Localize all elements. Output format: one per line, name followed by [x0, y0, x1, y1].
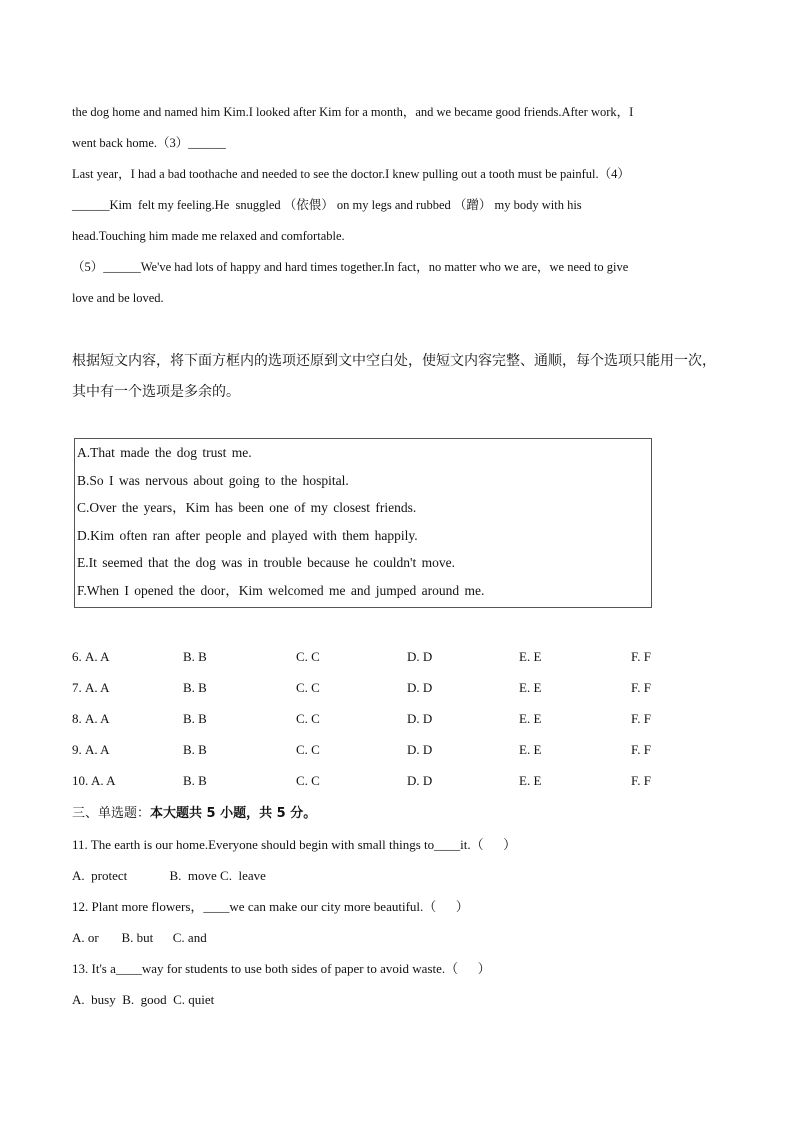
- section-heading: [72, 798, 316, 829]
- option-d: D.Kim often ran after people and played with them happily.: [77, 527, 418, 543]
- choice-e[interactable]: E. E: [519, 680, 542, 695]
- option-c: C.Over the years，Kim has been one of my closest friends.: [77, 500, 417, 516]
- option-f: F.When I opened the door，Kim welcomed me and jumped around me.: [77, 582, 485, 598]
- choice-a[interactable]: A. A: [85, 680, 110, 695]
- choice-e[interactable]: E. E: [519, 711, 542, 726]
- question-number: 6.: [72, 649, 82, 664]
- choice-e[interactable]: E. E: [519, 742, 542, 757]
- question-options[interactable]: A. or B. but C. and: [72, 930, 207, 945]
- passage-line-6: （5）______We've had lots of happy and hard times together.In fact，no matter who we are，we need to give: [72, 260, 629, 274]
- choice-row-7: [72, 672, 732, 703]
- passage-line-5: head.Touching him made me relaxed and comfortable.: [72, 229, 345, 243]
- question-number: 9.: [72, 742, 82, 757]
- choice-row-8: [72, 703, 732, 734]
- question-number: 7.: [72, 680, 82, 695]
- question-options[interactable]: A. protect B. move C. leave: [72, 868, 266, 883]
- choice-a[interactable]: A. A: [85, 742, 110, 757]
- option-e: E.It seemed that the dog was in trouble because he couldn't move.: [77, 555, 455, 571]
- question-stem: 13. It's a____way for students to use both sides of paper to avoid waste.（ ）: [72, 961, 491, 976]
- options-box: [74, 438, 652, 608]
- choice-b[interactable]: B. B: [183, 680, 207, 695]
- passage-line-3: Last year，I had a bad toothache and needed to see the doctor.I knew pulling out a tooth must be painful.（4）: [72, 167, 630, 181]
- question-number: 10.: [72, 773, 89, 788]
- question-number: 8.: [72, 711, 82, 726]
- choice-a[interactable]: A. A: [85, 711, 110, 726]
- question-stem: 12. Plant more flowers，____we can make our city more beautiful.（ ）: [72, 899, 469, 914]
- choice-f[interactable]: F. F: [631, 711, 651, 726]
- choice-row-6: [72, 641, 732, 672]
- choice-c[interactable]: C. C: [296, 742, 320, 757]
- passage-line-2: went back home.（3）______: [72, 136, 226, 150]
- instruction-line-2: 其中有一个选项是多余的。: [72, 385, 240, 400]
- choice-c[interactable]: C. C: [296, 649, 320, 664]
- choice-f[interactable]: F. F: [631, 742, 651, 757]
- choice-b[interactable]: B. B: [183, 649, 207, 664]
- passage-line-4: ______Kim felt my feeling.He snuggled （依偎） on my legs and rubbed （蹭） my body with his: [72, 198, 582, 212]
- choice-row-9: [72, 734, 732, 765]
- option-a: A.That made the dog trust me.: [77, 445, 252, 460]
- choice-f[interactable]: F. F: [631, 649, 651, 664]
- choice-b[interactable]: B. B: [183, 742, 207, 757]
- choice-row-10: [72, 765, 732, 796]
- choice-d[interactable]: D. D: [407, 711, 433, 726]
- choice-a[interactable]: A. A: [85, 649, 110, 664]
- choice-d[interactable]: D. D: [407, 742, 433, 757]
- choice-e[interactable]: E. E: [519, 773, 542, 788]
- choice-d[interactable]: D. D: [407, 680, 433, 695]
- question-stem: 11. The earth is our home.Everyone should begin with small things to____it.（ ）: [72, 837, 517, 852]
- choice-f[interactable]: F. F: [631, 680, 651, 695]
- option-b: B.So I was nervous about going to the hospital.: [77, 472, 349, 488]
- passage-line-1: the dog home and named him Kim.I looked after Kim for a month，and we became good friends.After work，I: [72, 105, 634, 119]
- choice-e[interactable]: E. E: [519, 649, 542, 664]
- instruction-line-1: 根据短文内容，将下面方框内的选项还原到文中空白处，使短文内容完整、通顺，每个选项只能用一次，: [72, 354, 716, 369]
- choice-b[interactable]: B. B: [183, 711, 207, 726]
- choice-d[interactable]: D. D: [407, 649, 433, 664]
- passage-line-7: love and be loved.: [72, 291, 164, 305]
- choice-c[interactable]: C. C: [296, 680, 320, 695]
- answer-choices: [72, 641, 732, 796]
- choice-f[interactable]: F. F: [631, 773, 651, 788]
- section-prefix: 三、单选题：: [72, 806, 151, 821]
- choice-c[interactable]: C. C: [296, 711, 320, 726]
- section-detail: 本大题共 5 小题，共 5 分。: [150, 806, 317, 821]
- question-options[interactable]: A. busy B. good C. quiet: [72, 992, 215, 1007]
- choice-a[interactable]: A. A: [91, 773, 116, 788]
- choice-b[interactable]: B. B: [183, 773, 207, 788]
- choice-d[interactable]: D. D: [407, 773, 433, 788]
- choice-c[interactable]: C. C: [296, 773, 320, 788]
